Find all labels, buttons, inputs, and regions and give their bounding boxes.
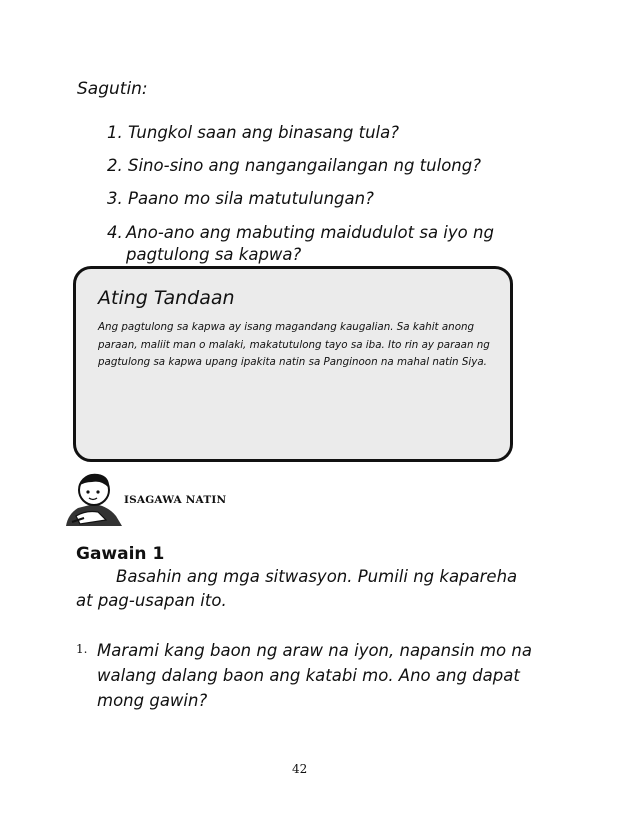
- question-3: [107, 188, 374, 210]
- question-text: Ano-ano ang mabuting maidudulot sa iyo ng pagtulong sa kapwa?: [126, 223, 494, 264]
- sagutin-heading: Sagutin:: [77, 79, 148, 99]
- question-text: Paano mo sila matutulungan?: [128, 189, 374, 208]
- ating-tandaan-title: Ating Tandaan: [98, 287, 235, 309]
- page-number: 42: [292, 762, 308, 776]
- situation-text: Marami kang baon ng araw na iyon, napansin mo na walang dalang baon ang katabi mo. Ano ang dapat mong gawin?: [97, 641, 532, 710]
- ating-tandaan-text: Ang pagtulong sa kapwa ay isang magandang kaugalian. Sa kahit anong paraan, maliit man o malaki, makatutulong tayo sa iba. Ito rin ay paraan ng pagtulong sa kapwa upang ipakita natin sa Panginoon na mahal natin Siya.: [98, 321, 490, 369]
- question-text: Tungkol saan ang binasang tula?: [128, 123, 399, 142]
- question-text: Sino-sino ang nangangailangan ng tulong?: [128, 156, 481, 175]
- question-1: [107, 122, 399, 144]
- situation-number: 1.: [76, 642, 88, 656]
- gawain-instruction-line-1: Basahin ang mga sitwasyon. Pumili ng kapareha: [116, 567, 518, 586]
- question-4: [107, 222, 527, 266]
- isagawa-natin-label: ISAGAWA NATIN: [124, 494, 227, 506]
- child-writing-icon: [64, 470, 128, 530]
- question-number: 3.: [107, 189, 123, 208]
- gawain-title: Gawain 1: [76, 544, 165, 564]
- question-number: 4.: [107, 223, 123, 242]
- question-number: 1.: [107, 123, 123, 142]
- question-number: 2.: [107, 156, 123, 175]
- question-2: [107, 155, 481, 177]
- gawain-instruction-line-2: at pag-usapan ito.: [76, 591, 227, 610]
